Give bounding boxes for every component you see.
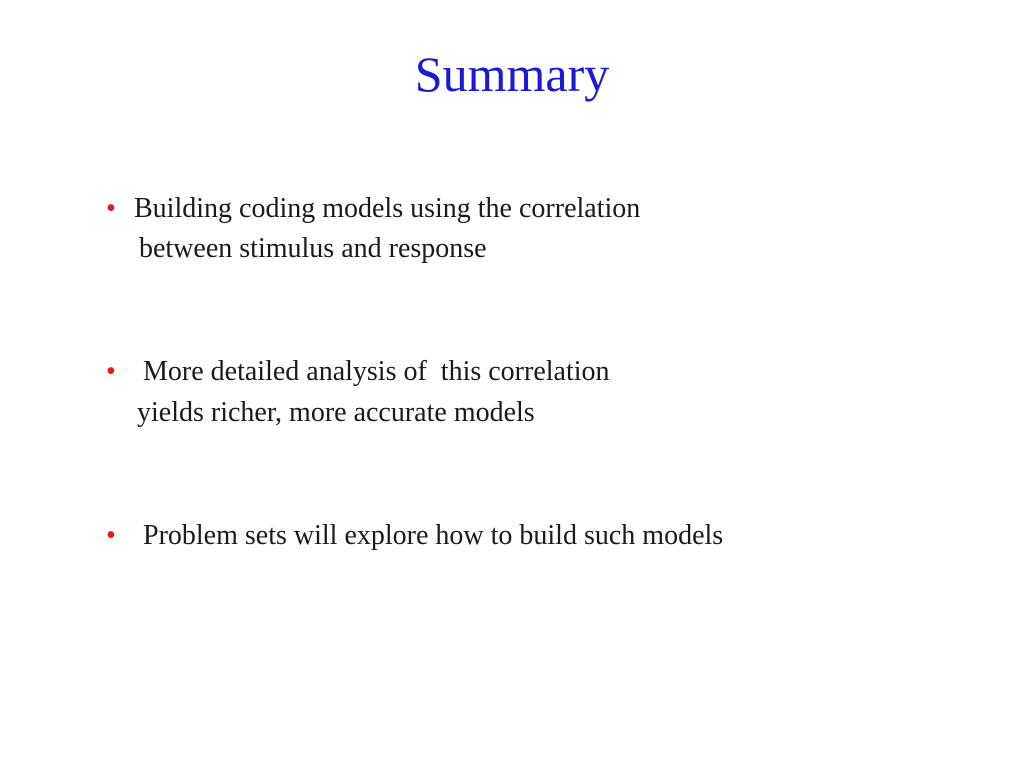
- bullet-2-line-1: More detailed analysis of this correlation: [143, 356, 610, 387]
- bullet-1-line-1: Building coding models using the correlation: [134, 193, 641, 224]
- bullet-dot-icon: •: [106, 356, 116, 387]
- bullet-3-line-1: Problem sets will explore how to build such models: [143, 520, 724, 551]
- bullet-dot-icon: •: [106, 520, 116, 551]
- slide-title: Summary: [414, 46, 610, 102]
- bullet-2-line-2: yields richer, more accurate models: [137, 397, 535, 428]
- bullet-dot-icon: •: [106, 193, 116, 224]
- bullet-1-line-2: between stimulus and response: [139, 233, 487, 264]
